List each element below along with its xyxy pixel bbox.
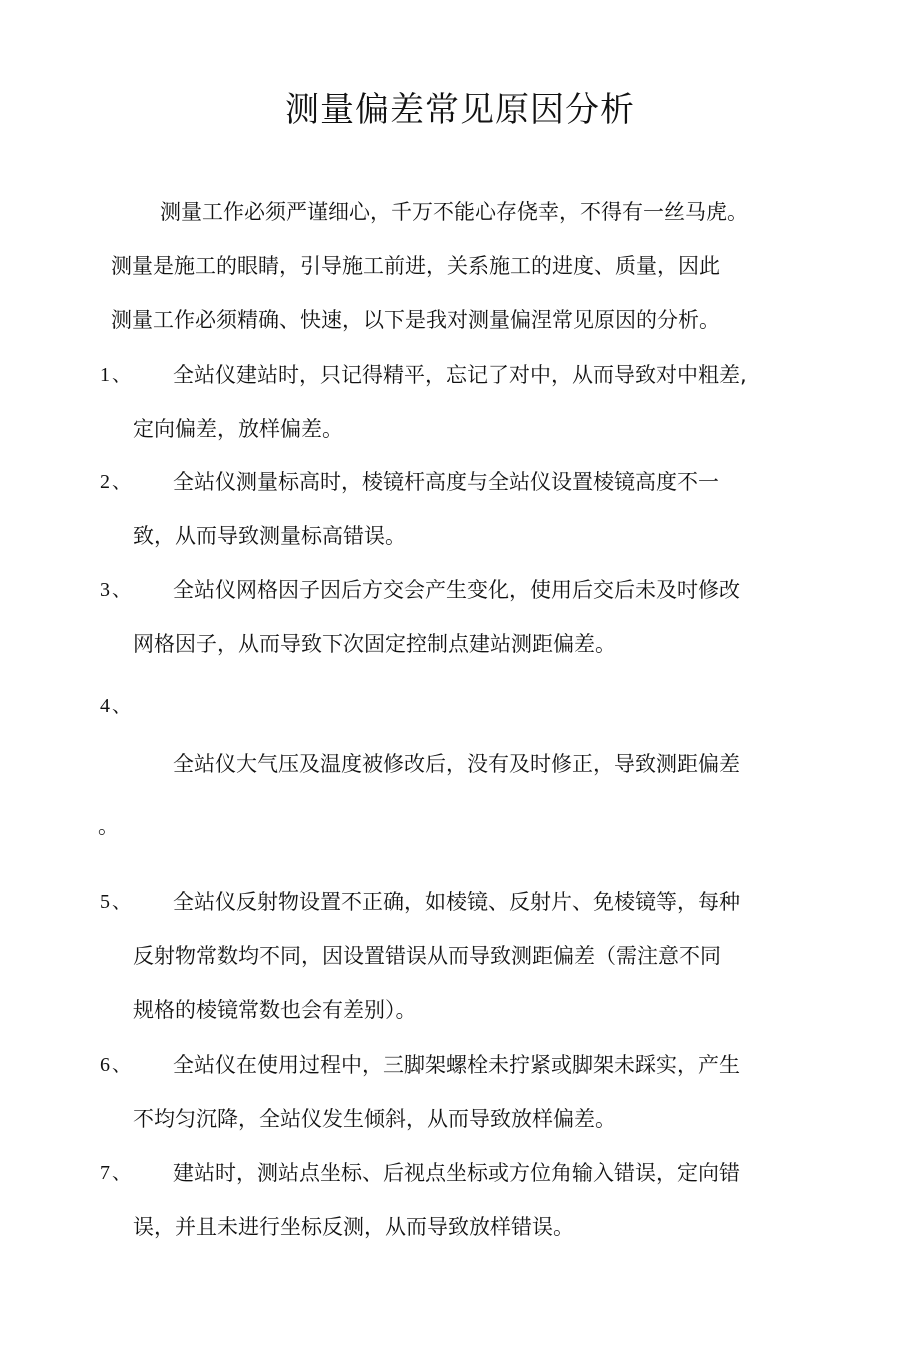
item-5-line-2: 反射物常数均不同，因设置错误从而导致测距偏差（需注意不同 <box>133 944 721 968</box>
item-number: 1 <box>100 364 110 386</box>
item-6-line-2: 不均匀沉降，全站仪发生倾斜，从而导致放样偏差。 <box>133 1107 616 1131</box>
item-number-separator: 、 <box>112 471 132 493</box>
item-6-number <box>100 1051 131 1079</box>
item-number-separator: 、 <box>112 891 132 913</box>
item-6-line-1: 全站仪在使用过程中，三脚架螺栓未拧紧或脚架未踩实，产生 <box>173 1053 740 1077</box>
item-number-separator: 、 <box>112 695 132 717</box>
item-number: 4 <box>100 695 110 717</box>
item-number: 6 <box>100 1054 110 1076</box>
item-number-separator: 、 <box>112 1054 132 1076</box>
intro-line-2: 测量是施工的眼睛，引导施工前进，关系施工的进度、质量，因此 <box>111 254 720 278</box>
item-7-number <box>100 1159 131 1187</box>
item-7-line-1: 建站时，测站点坐标、后视点坐标或方位角输入错误，定向错 <box>173 1161 740 1185</box>
item-4-number <box>100 692 131 720</box>
intro-line-1: 测量工作必须严谨细心，千万不能心存侥幸，不得有一丝马虎。 <box>160 200 748 224</box>
item-1-line-1: 全站仪建站时，只记得精平，忘记了对中，从而导致对中粗差, <box>173 363 747 387</box>
item-number-separator: 、 <box>112 364 132 386</box>
page-title: 测量偏差常见原因分析 <box>285 90 635 130</box>
item-5-line-3: 规格的棱镜常数也会有差别）。 <box>133 998 417 1022</box>
item-5-number <box>100 888 131 916</box>
item-1-line-2: 定向偏差，放样偏差。 <box>133 417 343 441</box>
item-4-line-1: 全站仪大气压及温度被修改后，没有及时修正，导致测距偏差 <box>173 752 740 776</box>
item-3-number <box>100 576 131 604</box>
item-3-line-1: 全站仪网格因子因后方交会产生变化，使用后交后未及吋修改 <box>173 578 740 602</box>
item-2-line-1: 全站仪测量标高时，棱镜杆高度与全站仪设置棱镜高度不一 <box>173 470 719 494</box>
item-2-line-2: 致，从而导致测量标高错误。 <box>133 524 406 548</box>
intro-line-3: 测量工作必须精确、快速，以下是我对测量偏涅常见原因的分析。 <box>111 308 720 332</box>
item-number: 5 <box>100 891 110 913</box>
item-number: 7 <box>100 1162 110 1184</box>
item-number: 3 <box>100 579 110 601</box>
item-2-number <box>100 468 131 496</box>
item-number-separator: 、 <box>112 1162 132 1184</box>
item-3-line-2: 网格因子，从而导致下次固定控制点建站测距偏差。 <box>133 632 616 656</box>
item-5-line-1: 全站仪反射物设置不正确，如棱镜、反射片、免棱镜等，每种 <box>173 890 740 914</box>
item-1-number <box>100 361 131 389</box>
item-number-separator: 、 <box>112 579 132 601</box>
item-number: 2 <box>100 471 110 493</box>
item-7-line-2: 误，并且未进行坐标反测，从而导致放样错误。 <box>133 1215 574 1239</box>
item-4-line-2: 。 <box>98 814 119 838</box>
